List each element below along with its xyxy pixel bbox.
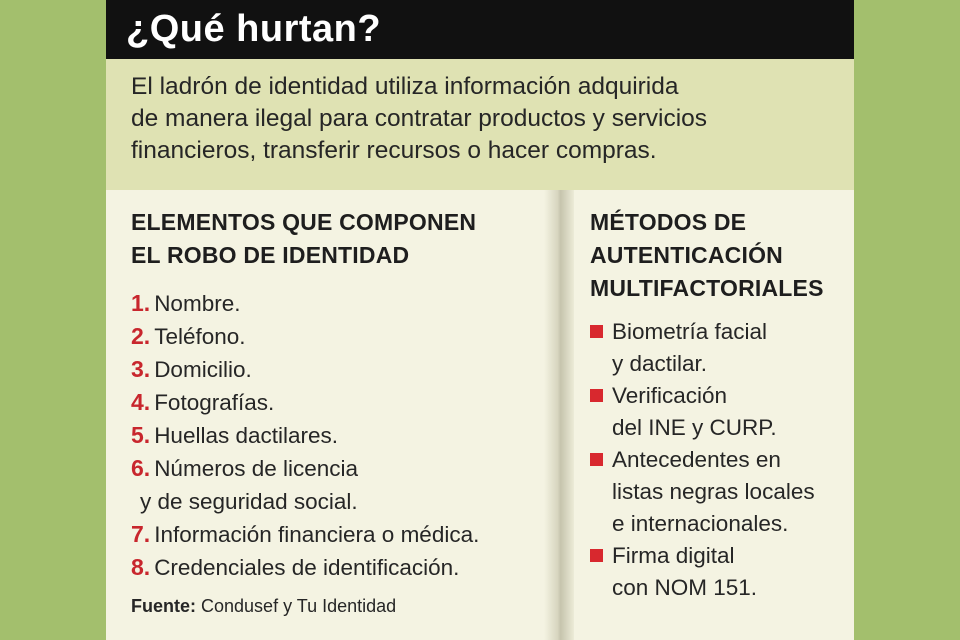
item-text: Domicilio. xyxy=(154,357,252,382)
heading-line: EL ROBO DE IDENTIDAD xyxy=(131,242,410,268)
identity-elements-list xyxy=(131,287,479,584)
list-item xyxy=(131,518,479,551)
infographic-card xyxy=(106,0,854,640)
item-text: Firma digital xyxy=(612,543,735,568)
list-item xyxy=(131,419,479,452)
page-title: ¿Qué hurtan? xyxy=(126,8,382,50)
item-text: listas negras locales xyxy=(612,479,815,504)
item-number: 3. xyxy=(131,356,151,382)
item-text: Huellas dactilares. xyxy=(154,423,339,448)
item-text: Verificación xyxy=(612,383,728,408)
list-item xyxy=(131,452,479,518)
item-number: 4. xyxy=(131,389,151,415)
item-text: Teléfono. xyxy=(154,324,246,349)
item-text: Números de licencia xyxy=(154,456,359,481)
item-text: y dactilar. xyxy=(612,351,708,376)
heading-line: AUTENTICACIÓN xyxy=(590,242,783,268)
red-square-bullet-icon xyxy=(590,549,603,562)
item-number: 1. xyxy=(131,290,151,316)
item-text: con NOM 151. xyxy=(612,575,758,600)
intro-line: El ladrón de identidad utiliza información adquirida xyxy=(131,73,679,100)
list-item xyxy=(131,551,479,584)
item-text: e internacionales. xyxy=(612,511,789,536)
intro-paragraph xyxy=(131,71,831,167)
item-text: Antecedentes en xyxy=(612,447,781,472)
auth-methods-column xyxy=(574,190,854,640)
list-item xyxy=(590,380,815,444)
identity-elements-column xyxy=(106,190,544,640)
auth-methods-list xyxy=(590,316,815,604)
list-item xyxy=(131,353,479,386)
list-item xyxy=(590,540,815,604)
heading-line: MULTIFACTORIALES xyxy=(590,275,824,301)
intro-band xyxy=(106,59,854,190)
list-item xyxy=(590,316,815,380)
list-item xyxy=(131,287,479,320)
heading-line: MÉTODOS DE xyxy=(590,209,747,235)
intro-line: de manera ilegal para contratar productos y servicios xyxy=(131,105,708,132)
column-divider xyxy=(544,190,574,640)
auth-methods-heading xyxy=(590,206,824,305)
intro-line: financieros, transferir recursos o hacer compras. xyxy=(131,137,657,164)
item-number: 7. xyxy=(131,521,151,547)
list-item xyxy=(131,386,479,419)
item-text-continued: y de seguridad social. xyxy=(140,489,358,514)
red-square-bullet-icon xyxy=(590,325,603,338)
item-number: 2. xyxy=(131,323,151,349)
item-text: Fotografías. xyxy=(154,390,275,415)
identity-elements-heading xyxy=(131,206,476,272)
item-text: Credenciales de identificación. xyxy=(154,555,460,580)
list-item xyxy=(131,320,479,353)
item-text: Nombre. xyxy=(154,291,241,316)
item-number: 8. xyxy=(131,554,151,580)
source-label: Fuente: xyxy=(131,596,196,616)
item-text: Información financiera o médica. xyxy=(154,522,480,547)
list-item xyxy=(590,444,815,540)
title-bar xyxy=(106,0,854,59)
red-square-bullet-icon xyxy=(590,389,603,402)
source-credit xyxy=(131,596,396,617)
item-number: 5. xyxy=(131,422,151,448)
item-number: 6. xyxy=(131,455,151,481)
item-text: del INE y CURP. xyxy=(612,415,777,440)
source-text: Condusef y Tu Identidad xyxy=(201,596,397,616)
item-text: Biometría facial xyxy=(612,319,768,344)
red-square-bullet-icon xyxy=(590,453,603,466)
heading-line: ELEMENTOS QUE COMPONEN xyxy=(131,209,477,235)
